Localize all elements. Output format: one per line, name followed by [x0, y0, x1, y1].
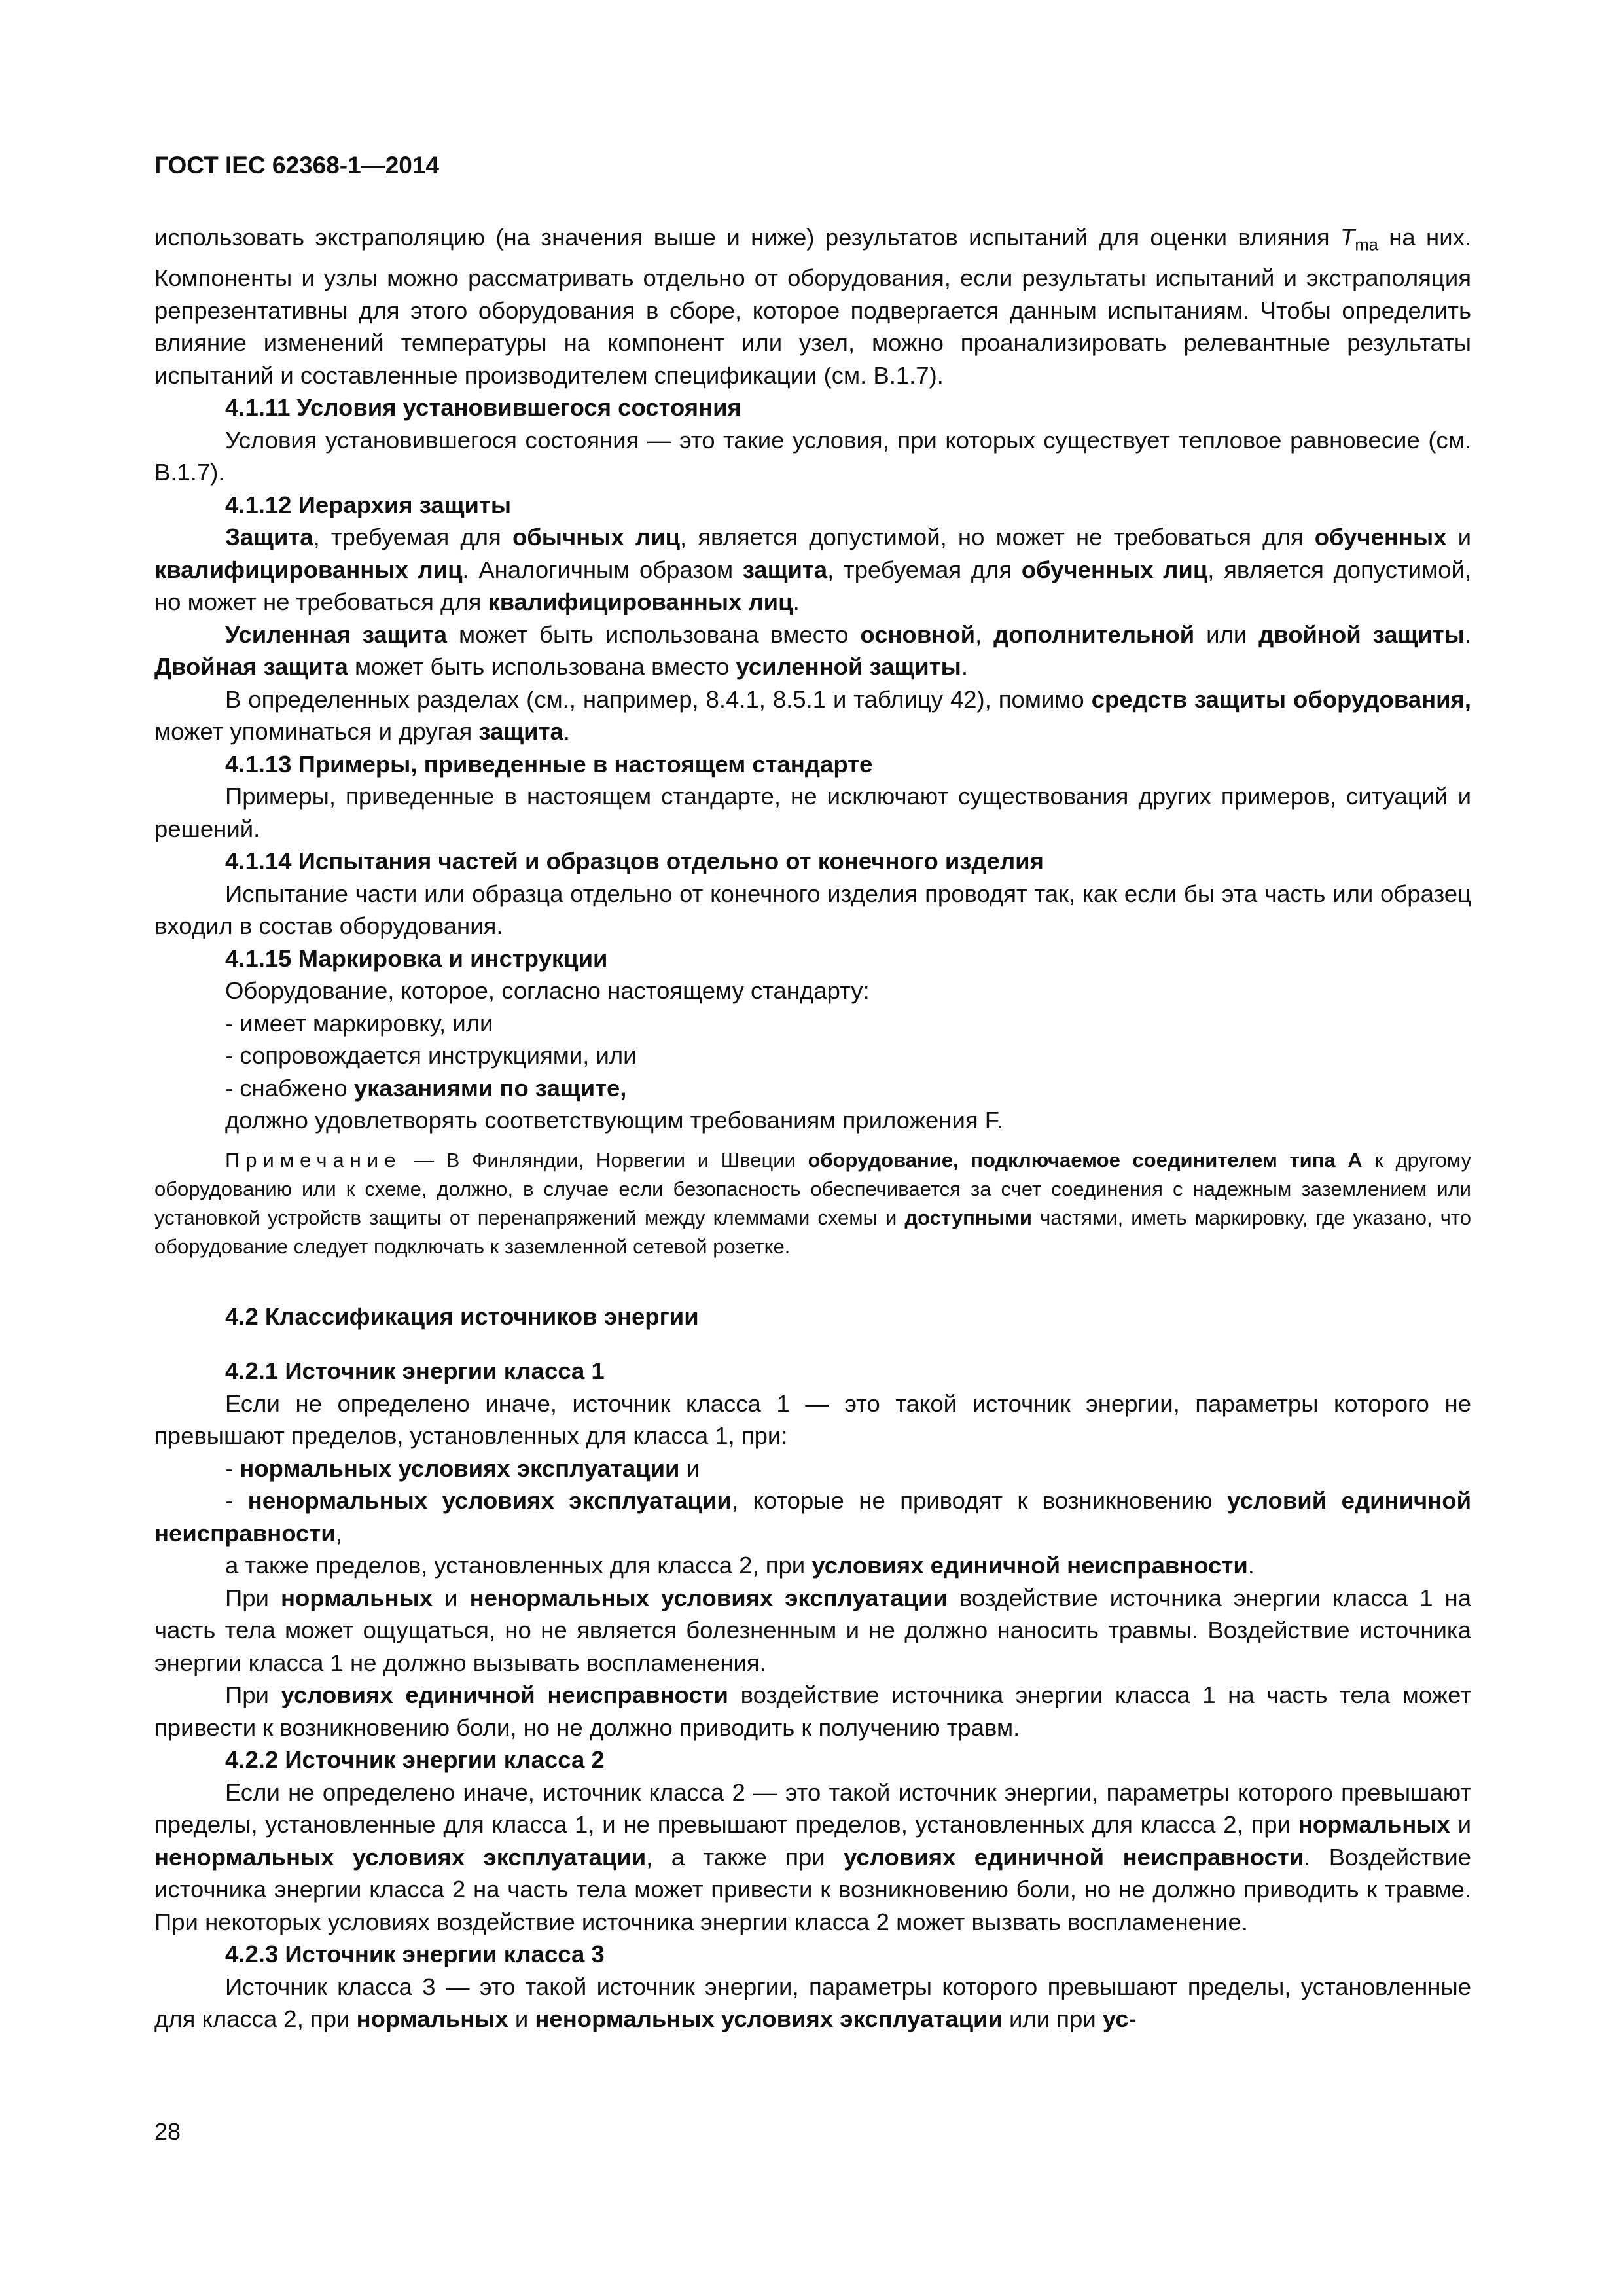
- text-span: , которые не приводят к возникновению: [731, 1487, 1228, 1515]
- text-span: и: [508, 2005, 535, 2033]
- term: двойной защиты: [1258, 620, 1465, 648]
- text-span: — В Финляндии, Норвегии и Швеции: [401, 1148, 808, 1172]
- term: средств защиты оборудования,: [1091, 685, 1471, 713]
- text-span: или при: [1002, 2005, 1103, 2033]
- text-span: , является допустимой, но может не требоваться для: [154, 556, 1471, 616]
- term: квалифицированных лиц: [488, 588, 793, 616]
- term: условиях единичной неисправности: [281, 1681, 728, 1709]
- text-span: частями, иметь маркировку, где указано, что оборудование следует подключать к заземленной сетевой розетке.: [154, 1206, 1471, 1258]
- text-span: .: [793, 588, 800, 616]
- paragraph-4-2-1-intro: Если не определено иначе, источник класса 1 — это такой источник энергии, параметры которого не превышают пределов, установленных для класса 1, при:: [154, 1390, 1471, 1450]
- heading-4-2-2: 4.2.2 Источник энергии класса 2: [225, 1746, 605, 1774]
- text-span: При: [225, 1584, 281, 1611]
- text-span: . Аналогичным образом: [462, 556, 743, 583]
- text-span: к другому оборудованию или к схеме, должно, в случае если безопасность обеспечивается за счет соединения с надежным заземлением или установкой устройств защиты от перенапряжений между клеммами схемы и: [154, 1148, 1472, 1229]
- heading-4-1-13: 4.1.13 Примеры, приведенные в настоящем стандарте: [225, 750, 873, 778]
- heading-4-1-11: 4.1.11 Условия установившегося состояния: [225, 394, 741, 422]
- text-span: - снабжено: [225, 1074, 354, 1102]
- symbol-subscript: ma: [1355, 236, 1378, 255]
- text-span: Источник класса 3 — это такой источник энергии, параметры которого превышают пределы, установленные для класса 2, при: [154, 1973, 1471, 2033]
- text-span: .: [1247, 1552, 1255, 1579]
- term: нормальных: [280, 1584, 433, 1611]
- text-span: а также пределов, установленных для класса 2, при: [225, 1552, 812, 1579]
- document-header: ГОСТ IEC 62368-1—2014: [154, 152, 440, 179]
- text-span: может быть использована вместо: [447, 620, 861, 648]
- term: защита: [742, 556, 828, 583]
- text-span: .: [563, 718, 570, 745]
- term: Защита: [225, 524, 313, 551]
- text-span: использовать экстраполяцию (на значения выше и ниже) результатов испытаний для оценки влияния: [154, 224, 1341, 251]
- term: обученных лиц: [1021, 556, 1208, 583]
- heading-4-2-1: 4.2.1 Источник энергии класса 1: [225, 1357, 605, 1385]
- text-span: , требуемая для: [313, 524, 512, 551]
- list-item: [154, 1484, 1471, 1549]
- paragraph-4-1-12-c: [154, 683, 1471, 748]
- text-span: , требуемая для: [827, 556, 1022, 583]
- term: оборудование, подключаемое соединителем типа А: [808, 1148, 1363, 1172]
- note: [154, 1146, 1471, 1261]
- text-span: может упоминаться и другая: [154, 718, 479, 745]
- heading-4-2-3: 4.2.3 Источник энергии класса 3: [225, 1941, 605, 1968]
- text-span: .: [961, 653, 968, 681]
- paragraph-4-1-12-a: [154, 521, 1471, 619]
- symbol-t: T: [1340, 224, 1355, 251]
- text-span: -: [225, 1454, 240, 1482]
- term: нормальных: [356, 2005, 508, 2033]
- paragraph-4-2-1-e: [154, 1679, 1471, 1744]
- term: условиях единичной неисправности: [812, 1552, 1248, 1579]
- term: ненормальных условиях эксплуатации: [535, 2005, 1003, 2033]
- paragraph-intro: [154, 221, 1471, 391]
- term: основной: [860, 620, 976, 648]
- note-label: Примечание: [225, 1148, 402, 1172]
- term: условий единичной неисправности: [154, 1487, 1472, 1547]
- list-item: [154, 1072, 1471, 1105]
- list-item: - сопровождается инструкциями, или: [225, 1042, 637, 1069]
- paragraph-4-2-2: [154, 1776, 1471, 1939]
- text-span: ,: [335, 1519, 342, 1547]
- heading-4-1-14: 4.1.14 Испытания частей и образцов отдельно от конечного изделия: [225, 848, 1044, 875]
- term: Усиленная защита: [225, 620, 448, 648]
- term: ненормальных условиях эксплуатации: [154, 1843, 647, 1871]
- list-item: [154, 1452, 1471, 1485]
- paragraph-4-2-1-d: [154, 1582, 1471, 1679]
- text-span: и: [1446, 524, 1472, 551]
- paragraph-4-1-15-end: должно удовлетворять соответствующим требованиям приложения F.: [225, 1107, 1004, 1134]
- term: нормальных условиях эксплуатации: [240, 1454, 680, 1482]
- term: ненормальных условиях эксплуатации: [247, 1487, 732, 1515]
- term: дополнительной: [993, 620, 1195, 648]
- paragraph-4-1-11: Условия установившегося состояния — это такие условия, при которых существует тепловое равновесие (см. В.1.7).: [154, 426, 1471, 486]
- term: ненормальных условиях эксплуатации: [469, 1584, 948, 1611]
- list-item: - имеет маркировку, или: [225, 1009, 493, 1037]
- text-span: , является допустимой, но может не требоваться для: [679, 524, 1315, 551]
- document-body: [154, 221, 1471, 2036]
- page-number: 28: [154, 2118, 181, 2145]
- text-span: В определенных разделах (см., например, 8.4.1, 8.5.1 и таблицу 42), помимо: [225, 685, 1092, 713]
- term: указаниями по защите,: [353, 1074, 627, 1102]
- text-span: . Воздействие источника энергии класса 2 на часть тела может привести к возникновению боли, но не должно приводить к травме. При некоторых условиях воздействие источника энергии класса 2 может вызвать воспламенение.: [154, 1843, 1472, 1935]
- text-span: и: [679, 1454, 700, 1482]
- heading-4-1-12: 4.1.12 Иерархия защиты: [225, 491, 511, 518]
- text-span: .: [1464, 620, 1472, 648]
- term: обученных: [1314, 524, 1447, 551]
- paragraph-4-2-1-c: [154, 1549, 1471, 1582]
- term: ус-: [1102, 2005, 1137, 2033]
- text-span: ,: [975, 620, 994, 648]
- term: защита: [478, 718, 563, 745]
- paragraph-4-1-14: Испытание части или образца отдельно от конечного изделия проводят так, как если бы эта часть или образец входил в состав оборудования.: [154, 880, 1471, 940]
- text-span: или: [1194, 620, 1259, 648]
- term: Двойная защита: [154, 653, 348, 681]
- text-span: и: [433, 1584, 470, 1611]
- term: доступными: [904, 1206, 1032, 1229]
- text-span: воздействие источника энергии класса 1 на часть тела может привести к возникновению боли, но не должно приводить к получению травм.: [154, 1681, 1471, 1741]
- text-span: на них. Компоненты и узлы можно рассматривать отдельно от оборудования, если результаты испытаний и экстраполяция репрезентативны для этого оборудования в сборе, которое подвергается данным испытаниям. Чтобы определить влияние изменений температуры на компонент или узел, можно проанализировать релевантные результаты испытаний и составленные производителем спецификации (см. В.1.7).: [154, 224, 1471, 389]
- paragraph-4-1-13: Примеры, приведенные в настоящем стандарте, не исключают существования других примеров, ситуаций и решений.: [154, 783, 1471, 842]
- text-span: Если не определено иначе, источник класса 2 — это такой источник энергии, параметры которого превышают пределы, установленные для класса 1, и не превышают пределов, установленных для класса 2, при: [154, 1778, 1471, 1839]
- heading-4-2: 4.2 Классификация источников энергии: [225, 1302, 699, 1330]
- text-span: При: [225, 1681, 281, 1709]
- term: обычных лиц: [512, 524, 680, 551]
- term: усиленной защиты: [736, 653, 961, 681]
- text-span: и: [1450, 1811, 1471, 1839]
- text-span: может быть использована вместо: [348, 653, 736, 681]
- paragraph-4-2-3: [154, 1971, 1471, 2036]
- text-span: воздействие источника энергии класса 1 на часть тела может ощущаться, но не является болезненным и не должно наносить травмы. Воздействие источника энергии класса 1 не должно вызывать воспламенения.: [154, 1584, 1472, 1676]
- paragraph-4-1-12-b: [154, 619, 1471, 683]
- term: квалифицированных лиц: [154, 556, 463, 583]
- text-span: , а также при: [646, 1843, 844, 1871]
- term: условиях единичной неисправности: [844, 1843, 1304, 1871]
- text-span: -: [225, 1487, 248, 1515]
- heading-4-1-15: 4.1.15 Маркировка и инструкции: [225, 944, 608, 972]
- term: нормальных: [1298, 1811, 1450, 1839]
- paragraph-4-1-15-intro: Оборудование, которое, согласно настоящему стандарту:: [225, 977, 870, 1005]
